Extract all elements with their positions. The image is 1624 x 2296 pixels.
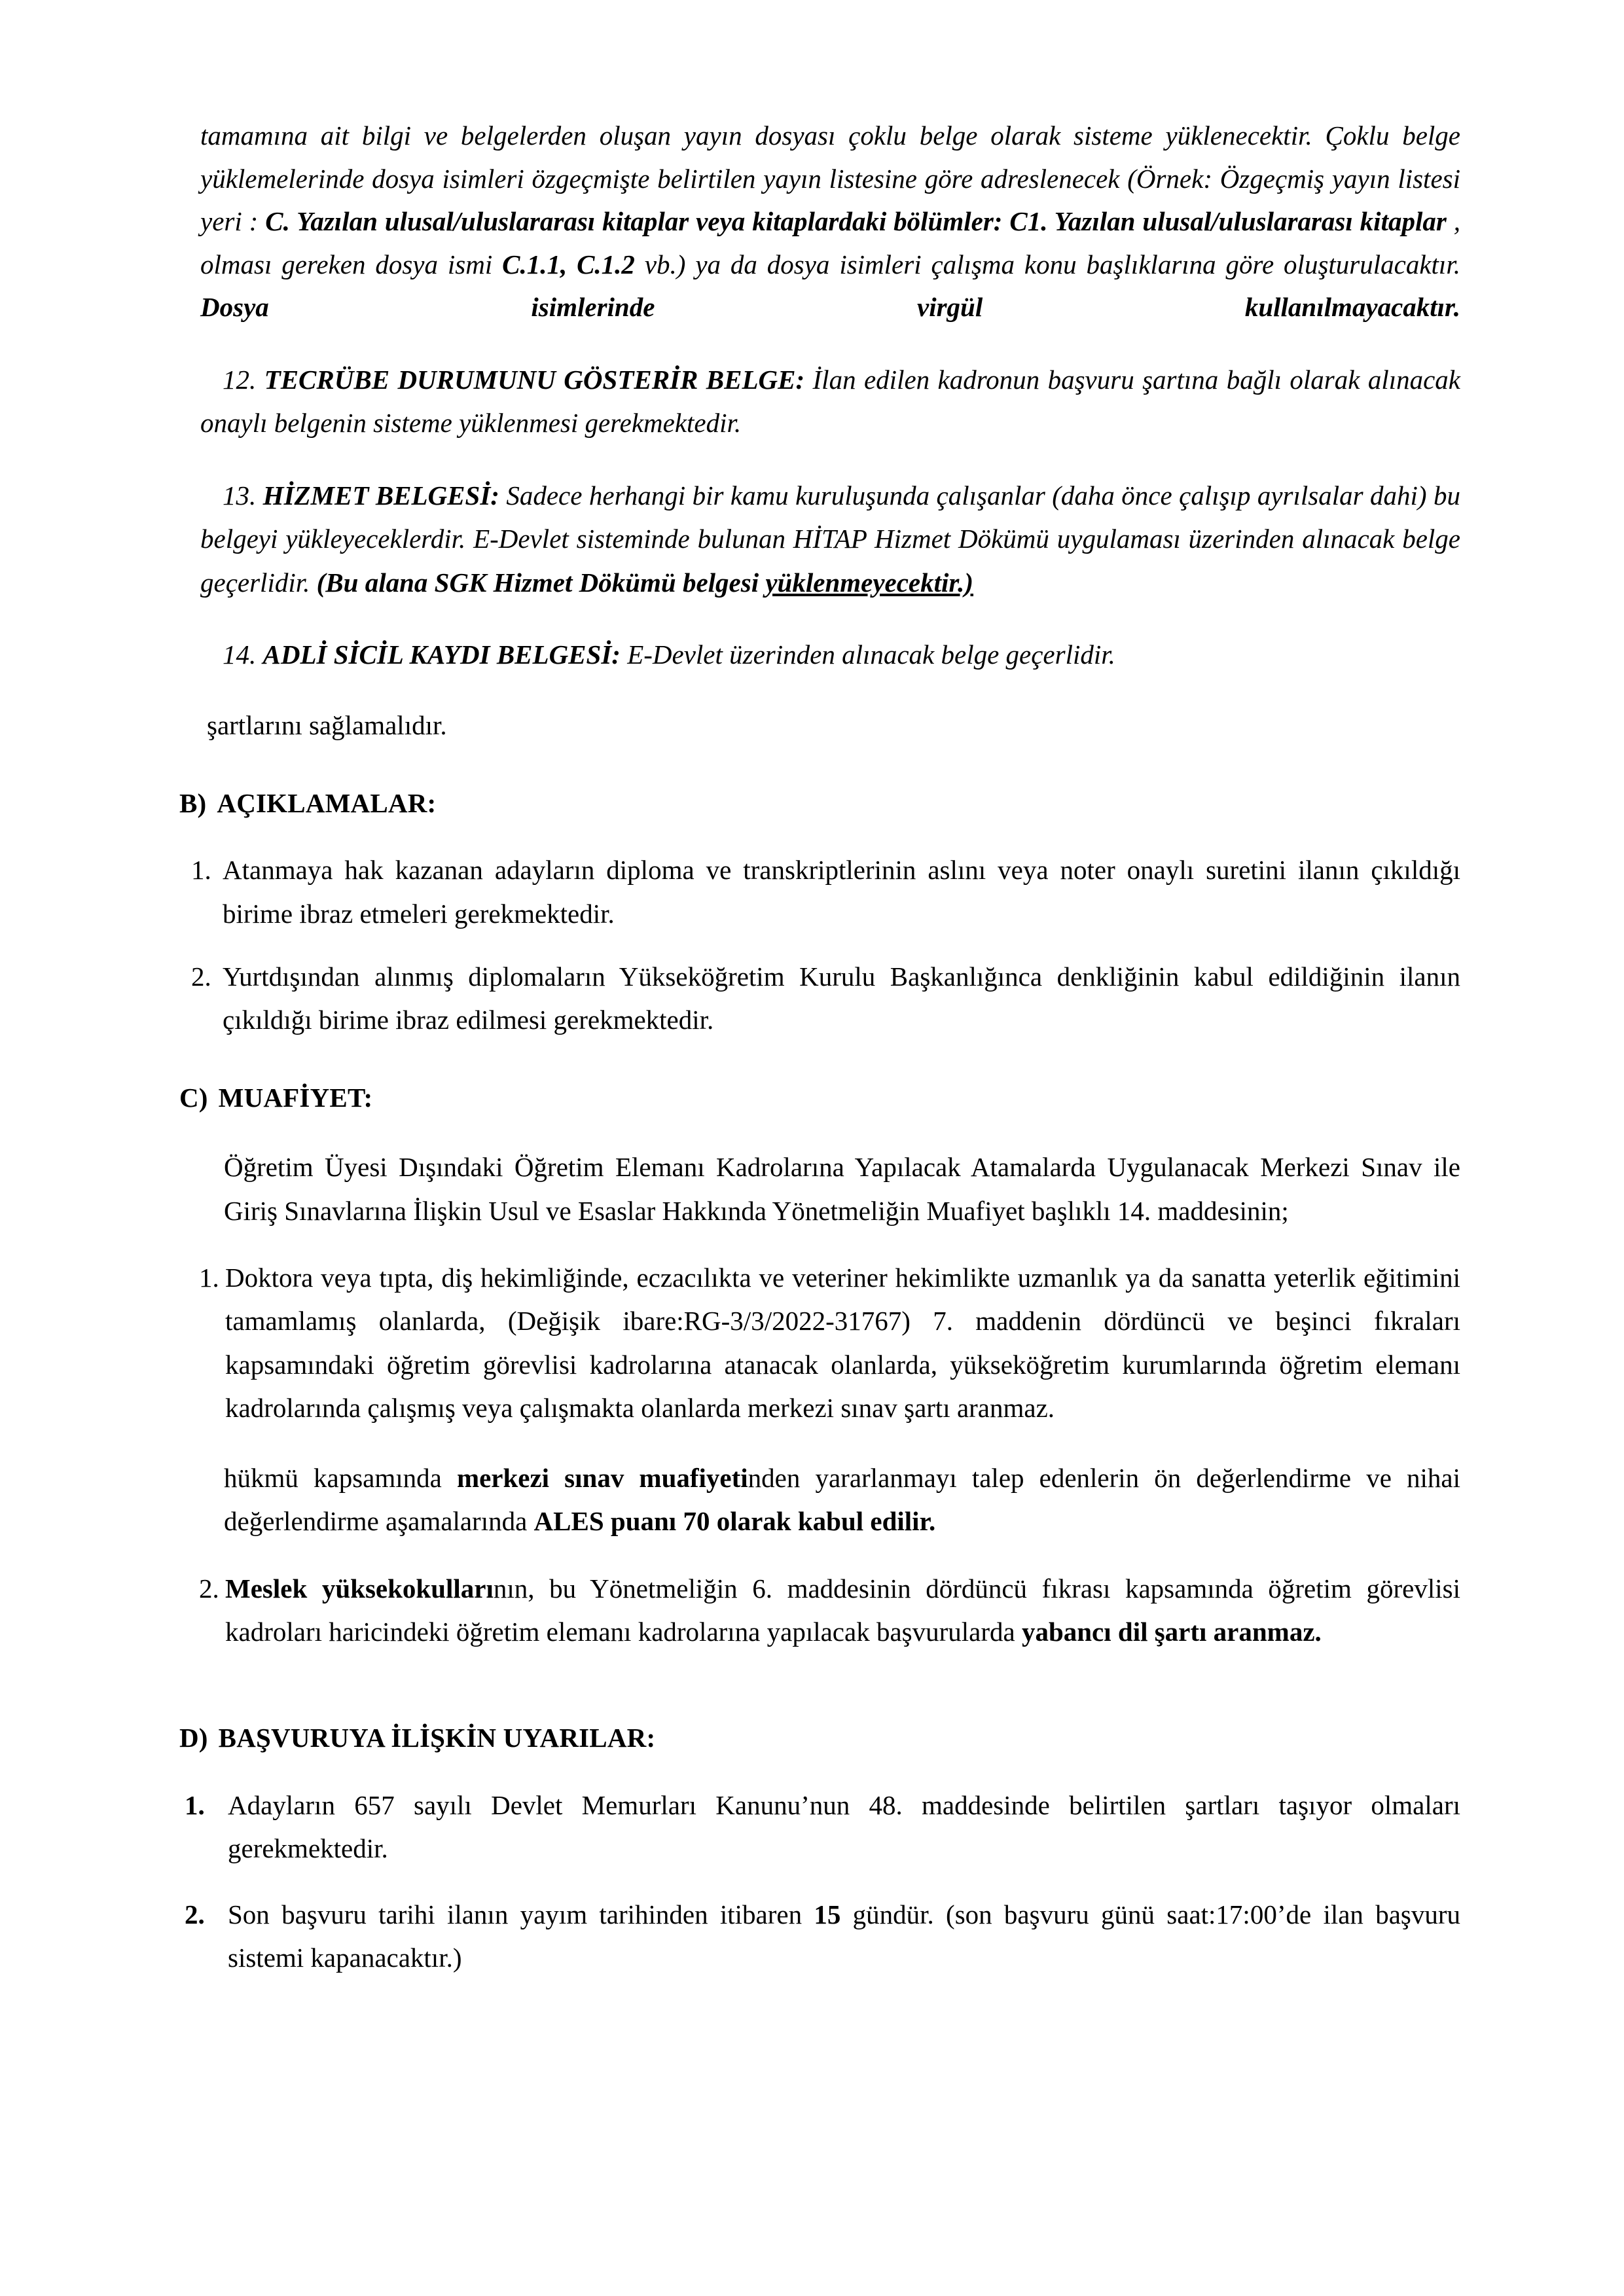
- document-item: [200, 358, 1460, 445]
- section-d-letter: D): [179, 1723, 208, 1753]
- section-c-title: MUAFİYET:: [218, 1082, 373, 1113]
- list-text: Doktora veya tıpta, diş hekimliğinde, eczacılıkta ve veteriner hekimlikte uzmanlık ya da sanatta yeterlik eğitimini tamamlamış olanlarda, (Değişik ibare:RG-3/3/2022-31767) 7. maddenin dördüncü ve beşinci fıkraları kapsamındaki öğretim görevlisi kadrolarına atanacak olanlarda, yükseköğretim kurumlarında öğretim elemanı kadrolarında çalışmış veya çalışmakta olanlarda merkezi sınav şartı aranmaz.: [225, 1263, 1460, 1424]
- section-c-after-paragraph: [224, 1456, 1460, 1543]
- list-item: [171, 1784, 1460, 1871]
- list-text: Yurtdışından alınmış diplomaların Yükseköğretim Kurulu Başkanlığınca denkliğinin kabul edildiğinin ilanın çıkıldığı birime ibraz edilmesi gerekmektedir.: [223, 961, 1460, 1035]
- section-b-title: AÇIKLAMALAR:: [217, 787, 437, 818]
- section-c-list-2: [194, 1567, 1460, 1654]
- section-d-item2-segment: gündür. (son başvuru günü saat:17:00’de ilan başvuru sistemi kapanacaktır.): [228, 1899, 1460, 1973]
- section-c-intro: Öğretim Üyesi Dışındaki Öğretim Elemanı Kadrolarına Yapılacak Atamalarda Uygulanacak Merkezi Sınav ile Giriş Sınavlarına İlişkin Usul ve Esaslar Hakkında Yönetmeliğin Muafiyet başlıklı 14. maddesinin;: [224, 1152, 1460, 1226]
- section-c-list: [194, 1256, 1460, 1430]
- section-b-heading: [179, 781, 1460, 825]
- section-c: [171, 1076, 1460, 1653]
- list-marker: 2.: [199, 1573, 219, 1604]
- section-b: [171, 781, 1460, 1042]
- list-text: [225, 1567, 1460, 1654]
- list-text: [228, 1784, 1460, 1871]
- list-marker: 1.: [199, 1263, 219, 1293]
- document-item-body-segment: E-Devlet üzerinden alınacak belge geçerlidir.: [620, 639, 1115, 670]
- section-d-heading: [179, 1716, 1460, 1759]
- document-item-number: 13.: [223, 480, 263, 511]
- list-item: [171, 1893, 1460, 1980]
- document-item-number: 14.: [223, 639, 263, 670]
- list-marker: 1.: [185, 1789, 205, 1820]
- list-item: [171, 955, 1460, 1042]
- document-item: [200, 633, 1460, 676]
- list-marker: 2.: [191, 961, 211, 992]
- intro-segment: vb.) ya da dosya isimleri çalışma konu başlıklarına göre oluşturulacaktır.: [644, 249, 1460, 279]
- section-c-after-segment: nden yararlanmayı talep edenlerin ön değerlendirme ve nihai değerlendirme aşamalarında: [224, 1462, 1461, 1537]
- document-item-body-segment: yüklenmeyecektir.): [765, 567, 974, 598]
- document-item-title: ADLİ SİCİL KAYDI BELGESİ:: [262, 639, 621, 670]
- list-item: [171, 848, 1460, 935]
- section-d-item2-segment: 15: [814, 1899, 841, 1929]
- section-c-heading: [179, 1076, 1460, 1119]
- list-text: Atanmaya hak kazanan adayların diploma ve transkriptlerinin aslını veya noter onaylı suretini ilanın çıkıldığı birime ibraz etmeleri gerekmektedir.: [223, 855, 1460, 929]
- section-c-after-segment: hükmü kapsamında: [224, 1462, 457, 1493]
- intro-segment: , olması gereken dosya ismi: [200, 206, 1460, 279]
- section-c-item2-segment: nın, bu Yönetmeliğin 6. maddesinin dördüncü fıkrası kapsamında öğretim görevlisi kadroları haricindeki öğretim elemanı kadrolarına yapılacak başvurularda: [225, 1573, 1460, 1647]
- section-b-list: [171, 848, 1460, 1042]
- section-d-item1-segment: Adayların 657 sayılı Devlet Memurları Kanunu’nun 48. maddesinde belirtilen şartları taşıyor olmaları gerekmektedir.: [228, 1789, 1460, 1864]
- document-item-number: 12.: [223, 364, 264, 395]
- intro-segment: Dosya isimlerinde virgül kullanılmayacaktır.: [200, 292, 1460, 323]
- section-c-after-segment: merkezi sınav muafiyeti: [456, 1462, 748, 1493]
- intro-segment: C.1.1, C.1.2: [502, 249, 645, 279]
- document-item-list: [171, 358, 1460, 676]
- intro-paragraph: [200, 115, 1460, 329]
- document-body: [171, 115, 1460, 1979]
- list-text: [228, 1893, 1460, 1980]
- section-d-item2-segment: Son başvuru tarihi ilanın yayım tarihinden itibaren: [228, 1899, 814, 1929]
- list-marker: 2.: [185, 1899, 205, 1929]
- section-b-letter: B): [179, 787, 207, 818]
- trailing-line: şartlarını sağlamalıdır.: [207, 710, 447, 741]
- section-d-title: BAŞVURUYA İLİŞKİN UYARILAR:: [218, 1723, 656, 1753]
- document-item-body-segment: Sadece herhangi bir kamu kuruluşunda çalışanlar (daha önce çalışıp ayrılsalar dahi) bu belgeyi yükleyeceklerdir. E-Devlet sisteminde bulunan HİTAP Hizmet Dökümü uygulaması üzerinden alınacak belge geçerlidir.: [200, 480, 1460, 598]
- section-c-item2-segment: Meslek yüksekokulları: [225, 1573, 494, 1604]
- section-c-after-segment: ALES puanı 70 olarak kabul edilir.: [533, 1506, 936, 1537]
- list-item: [194, 1256, 1460, 1430]
- document-item: [200, 474, 1460, 604]
- document-item-body-segment: (Bu alana SGK Hizmet Dökümü belgesi: [316, 567, 766, 598]
- list-marker: 1.: [191, 855, 211, 886]
- section-c-letter: C): [179, 1082, 208, 1113]
- intro-segment: tamamına ait bilgi ve belgelerden oluşan yayın dosyası çoklu belge olarak sisteme yüklenecektir. Çoklu belge yüklemelerinde dosya isimleri özgeçmişte belirtilen yayın listesine göre adreslenecek (Örnek: Özgeçmiş yayın listesi yeri :: [200, 120, 1460, 237]
- document-item-title: HİZMET BELGESİ:: [262, 480, 499, 511]
- section-d-list: [171, 1784, 1460, 1980]
- intro-segment: C. Yazılan ulusal/uluslararası kitaplar veya kitaplardaki bölümler: C1. Yazılan ulusal/uluslararası kitaplar: [265, 206, 1454, 237]
- section-c-item2-segment: yabancı dil şartı aranmaz.: [1021, 1616, 1322, 1647]
- document-item-body-segment: İlan edilen kadronun başvuru şartına bağlı olarak alınacak onaylı belgenin sisteme yüklenmesi gerekmektedir.: [200, 364, 1461, 439]
- document-item-title: TECRÜBE DURUMUNU GÖSTERİR BELGE:: [264, 364, 805, 395]
- list-item: [194, 1567, 1460, 1654]
- section-d: [171, 1716, 1460, 1979]
